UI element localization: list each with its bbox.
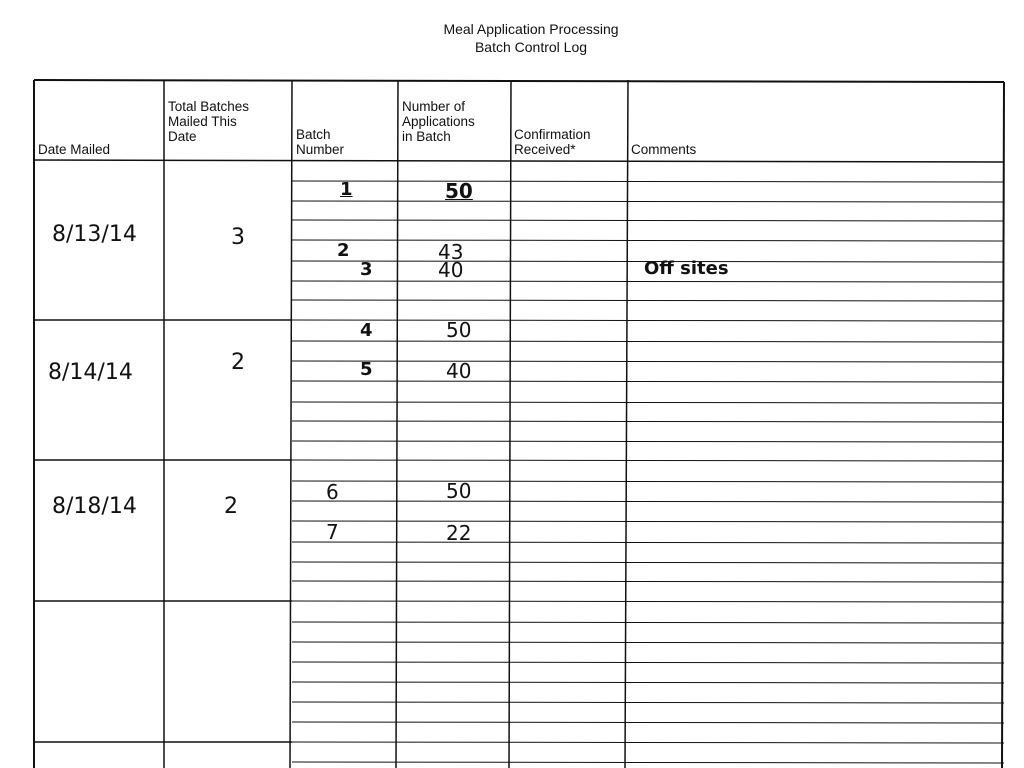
batch-3-number: 3 (360, 259, 373, 280)
batch-3-comment: Off sites (644, 258, 729, 279)
group-2-date: 8/14/14 (48, 360, 133, 385)
batch-5-number: 5 (360, 359, 373, 380)
batch-4-applications: 50 (446, 318, 472, 342)
batch-4-number: 4 (360, 320, 373, 341)
col-divider-4 (509, 80, 511, 768)
header-batch-number: Batch Number (296, 127, 345, 157)
table-top-border (34, 80, 1004, 82)
batch-7-applications: 22 (446, 521, 472, 545)
header-num-applications: Number of Applications in Batch (402, 99, 475, 144)
group-1-total: 3 (231, 225, 245, 250)
batch-6-number: 6 (326, 480, 339, 504)
batch-3-applications: 40 (438, 258, 464, 282)
header-bottom-border (34, 160, 1004, 162)
batch-6-applications: 50 (446, 479, 472, 503)
title-line-1: Meal Application Processing (443, 21, 619, 37)
header-total-batches: Total Batches Mailed This Date (168, 99, 250, 144)
col-divider-3 (396, 80, 398, 768)
table-right-border (1002, 82, 1004, 768)
group-2-total: 2 (231, 350, 245, 375)
group-3-total: 2 (224, 494, 238, 519)
header-date-mailed: Date Mailed (38, 142, 111, 157)
title-line-2: Batch Control Log (474, 39, 588, 55)
batch-7-number: 7 (326, 520, 339, 544)
batch-1-applications: 50 (445, 179, 473, 203)
batch-1-number: 1 (340, 179, 353, 200)
col-divider-5 (625, 80, 628, 768)
batch-5-applications: 40 (446, 359, 472, 383)
group-1-date: 8/13/14 (52, 222, 137, 247)
header-confirmation: Confirmation Received* (514, 127, 591, 157)
group-3-date: 8/18/14 (52, 494, 137, 519)
col-divider-2 (290, 80, 292, 768)
batch-2-number: 2 (337, 240, 350, 261)
header-comments: Comments (631, 142, 697, 157)
batch-2-applications: 43 (438, 240, 464, 264)
